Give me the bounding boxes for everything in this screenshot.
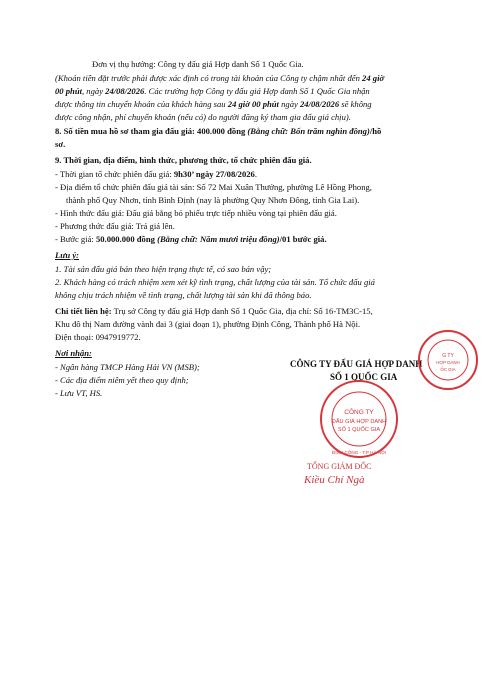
auction-time: - Thời gian tổ chức phiên đấu giá: 9h30’ ngày 27/08/2026. [55, 169, 257, 179]
recipient-item: - Lưu VT, HS. [55, 388, 103, 398]
signer-name: Kiều Chí Ngà [304, 474, 365, 486]
recipient-item: - Các địa điểm niêm yết theo quy định; [55, 375, 189, 385]
auction-form: - Hình thức đấu giá: Đấu giá bằng bỏ phiếu trực tiếp nhiều vòng tại phiên đấu giá. [55, 208, 337, 218]
auction-method: - Phương thức đấu giá: Trả giá lên. [55, 221, 175, 231]
deposit-note-line-1: (Khoản tiền đặt trước phải được xác định có trong tài khoản của Công ty chậm nhất đến 24 giờ [55, 73, 385, 83]
svg-text:HỢP DANH: HỢP DANH [436, 360, 460, 365]
item-8-line-2: sơ. [55, 139, 66, 149]
item-8-line-1: 8. Số tiền mua hồ sơ tham gia đấu giá: 400.000 đồng (Bằng chữ: Bốn trăm nghìn đồng)/hồ [55, 126, 382, 136]
seal-text-1: CÔNG TY [344, 409, 374, 416]
company-seal-partial [414, 328, 480, 392]
recipient-item: - Ngân hàng TMCP Hàng Hải VN (MSB); [55, 362, 200, 372]
svg-text:ỐC GIA: ỐC GIA [440, 367, 456, 372]
note-2-line-1: 2. Khách hàng có trách nhiệm xem xét kỹ tình trạng, chất lượng của tài sản. Tổ chức đấu giá [55, 277, 375, 287]
note-title: Lưu ý: [55, 250, 80, 260]
auction-place-line-2: thành phố Quy Nhơn, tỉnh Bình Định (nay là phường Quy Nhơn Đông, tỉnh Gia Lai). [66, 195, 360, 205]
deposit-note-line-4: được công nhận, phí chuyển khoản (nếu có) do người đăng ký tham gia đấu giá chịu). [55, 112, 351, 122]
phone-line: Điện thoại: 0947919772. [55, 332, 141, 342]
svg-text:G TY: G TY [442, 353, 454, 359]
seal-text-bottom: ĐỊNH CÔNG - T.P HÀ NỘI [332, 450, 386, 455]
deposit-note-line-2: 00 phút, ngày 24/08/2026. Các trường hợp Công ty đấu giá Hợp danh Số 1 Quốc Gia nhận [55, 86, 370, 96]
company-name-line-2: SỐ 1 QUỐC GIA [330, 372, 398, 382]
note-2-line-2: không chịu trách nhiệm về tình trạng, chất lượng tài sản khi đã thông báo. [55, 290, 312, 300]
company-seal-main [318, 378, 400, 460]
recipients-title: Nơi nhận: [55, 348, 92, 358]
contact-line-1: Chi tiết liên hệ: Trụ sở Công ty đấu giá Hợp danh Số 1 Quốc Gia, địa chỉ: Số 16-TM3C-15, [55, 306, 373, 316]
auction-place-line-1: - Địa điểm tổ chức phiên đấu giá tài sản: Số 72 Mai Xuân Thưởng, phường Lê Hồng Phong, [55, 182, 372, 192]
contact-line-2: Khu đô thị Nam đường vành đai 3 (giai đoạn 1), phường Định Công, Thành phố Hà Nội. [55, 319, 361, 329]
beneficiary-line: Đơn vị thụ hưởng: Công ty đấu giá Hợp danh Số 1 Quốc Gia. [92, 59, 304, 69]
item-9-heading: 9. Thời gian, địa điểm, hình thức, phương thức, tổ chức phiên đấu giá. [55, 155, 312, 165]
company-name-line-1: CÔNG TY ĐẤU GIÁ HỢP DANH [290, 359, 423, 369]
director-title: TỔNG GIÁM ĐỐC [307, 462, 372, 471]
seal-text-2: ĐẤU GIÁ HỢP DANH [331, 419, 387, 425]
bid-step: - Bước giá: 50.000.000 đồng (Bằng chữ: Năm mươi triệu đồng)/01 bước giá. [55, 234, 327, 244]
deposit-note-line-3: được thông tin chuyển khoản của khách hàng sau 24 giờ 00 phút ngày 24/08/2026 sẽ không [55, 99, 372, 109]
seal-text-3: SỐ 1 QUỐC GIA [337, 427, 381, 433]
note-1: 1. Tài sản đấu giá bán theo hiện trạng thực tế, có sao bán vậy; [55, 264, 272, 274]
